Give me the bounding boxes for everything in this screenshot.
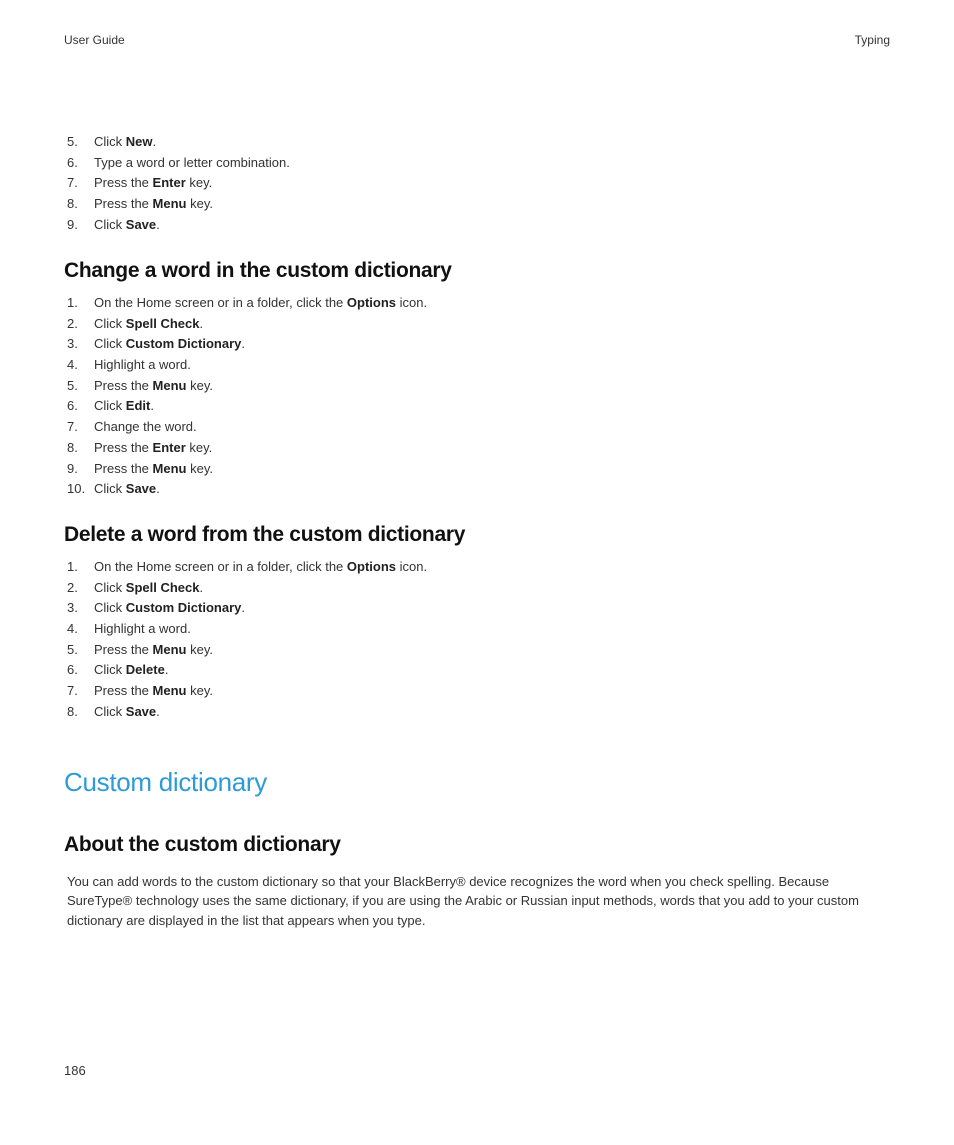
step-text-trail: icon.: [396, 295, 428, 310]
step-text: [94, 376, 213, 397]
step-number: 7.: [67, 175, 78, 191]
running-header-chapter: Typing: [854, 33, 890, 47]
step-text: [94, 417, 197, 438]
step-text: [94, 660, 168, 681]
step-text: [94, 459, 213, 480]
list-item: [64, 557, 884, 578]
step-text-lead: Click: [94, 579, 126, 595]
step-text: [94, 293, 427, 314]
step-number: 5.: [67, 641, 78, 657]
step-text: [94, 578, 203, 599]
step-number: 6.: [67, 154, 78, 170]
list-item: [64, 660, 884, 681]
ui-element-name: Enter: [152, 439, 186, 455]
step-text: [94, 334, 245, 355]
list-item: [64, 479, 884, 500]
list-item: [64, 396, 884, 417]
step-text-trail: .: [199, 579, 204, 595]
step-text-lead: Type a word or letter combination.: [94, 154, 290, 170]
ui-element-name: Spell Check: [125, 315, 200, 331]
section-heading-about: About the custom dictionary: [64, 833, 341, 856]
step-text: [94, 215, 160, 236]
step-text: [94, 355, 191, 376]
step-text-lead: On the Home screen or in a folder, click the: [94, 559, 347, 574]
step-number: 4.: [67, 621, 78, 637]
step-text-trail: key.: [186, 460, 213, 476]
ui-element-name: Options: [346, 559, 397, 574]
list-item: [64, 702, 884, 723]
step-text-trail: .: [199, 315, 204, 331]
step-text-trail: .: [241, 600, 245, 616]
ui-element-name: Options: [346, 295, 397, 310]
step-text: [94, 619, 191, 640]
step-text: [94, 396, 154, 417]
step-number: 3.: [67, 336, 78, 352]
step-number: 2.: [67, 315, 78, 331]
step-text-lead: Click: [94, 662, 126, 678]
about-paragraph: You can add words to the custom dictionary so that your BlackBerry® device recognizes the word when you check spelling. Because SureType® technology uses the same dictionary, if you are using the Arabic or Russian input methods, words that you add to your custom dictionary are displayed in the list that appears when you type.: [67, 874, 859, 928]
step-text-lead: Click: [94, 315, 126, 331]
step-text: [94, 598, 245, 619]
step-number: 8.: [67, 703, 78, 719]
step-number: 5.: [67, 377, 78, 393]
continued-steps-list: [64, 132, 884, 235]
step-text-trail: .: [150, 398, 154, 414]
ui-element-name: Menu: [152, 196, 187, 212]
ui-element-name: Custom Dictionary: [125, 600, 242, 616]
step-number: 8.: [67, 439, 78, 455]
step-number: 7.: [67, 683, 78, 699]
list-item: [64, 417, 884, 438]
step-text-trail: .: [156, 216, 160, 232]
list-item: [64, 215, 884, 236]
step-text-trail: key.: [185, 175, 213, 191]
step-text: [94, 640, 213, 661]
step-text-trail: .: [241, 336, 245, 352]
list-item: [64, 173, 884, 194]
list-item: [64, 619, 884, 640]
step-text-lead: Press the: [94, 439, 153, 455]
step-number: 6.: [67, 398, 78, 414]
step-text-lead: Click: [94, 703, 126, 719]
step-number: 3.: [67, 600, 78, 616]
step-text: [94, 681, 213, 702]
step-number: 6.: [67, 662, 78, 678]
step-text-lead: Click: [94, 336, 126, 352]
step-number: 9.: [67, 216, 78, 232]
step-text: [94, 438, 212, 459]
ui-element-name: New: [125, 134, 153, 149]
step-text-lead: Highlight a word.: [94, 621, 191, 637]
step-text: [94, 132, 156, 153]
section-heading-change-word: Change a word in the custom dictionary: [64, 259, 452, 282]
step-text-trail: .: [164, 662, 169, 678]
step-text: [94, 173, 212, 194]
ui-element-name: Delete: [125, 662, 165, 678]
step-text-trail: key.: [186, 683, 213, 699]
list-item: [64, 681, 884, 702]
step-text-lead: Click: [94, 481, 126, 497]
step-text-trail: .: [156, 481, 160, 497]
step-number: 10.: [67, 481, 86, 497]
ui-element-name: Menu: [152, 683, 187, 699]
step-number: 5.: [67, 134, 78, 149]
change-word-steps-list: [64, 293, 884, 500]
step-text-trail: .: [156, 703, 160, 719]
step-number: 1.: [67, 295, 78, 310]
ui-element-name: Menu: [152, 641, 187, 657]
list-item: [64, 459, 884, 480]
step-text-trail: key.: [186, 377, 213, 393]
ui-element-name: Custom Dictionary: [125, 336, 242, 352]
list-item: [64, 293, 884, 314]
list-item: [64, 132, 884, 153]
list-item: [64, 334, 884, 355]
step-text-trail: key.: [185, 439, 213, 455]
step-text: [94, 153, 290, 174]
step-number: 8.: [67, 196, 78, 212]
list-item: [64, 598, 884, 619]
step-text-trail: key.: [186, 641, 213, 657]
step-text: [94, 194, 213, 215]
step-text: [94, 702, 160, 723]
list-item: [64, 314, 884, 335]
step-text-lead: Press the: [94, 196, 153, 212]
step-text: [94, 557, 427, 578]
delete-word-steps-list: [64, 557, 884, 723]
section-heading-delete-word: Delete a word from the custom dictionary: [64, 523, 466, 546]
list-item: [64, 578, 884, 599]
ui-element-name: Edit: [125, 398, 151, 414]
step-text-lead: Press the: [94, 641, 153, 657]
step-text-trail: icon.: [396, 559, 428, 574]
list-item: [64, 355, 884, 376]
step-text-lead: Click: [94, 134, 126, 149]
ui-element-name: Save: [125, 481, 157, 497]
chapter-title: Custom dictionary: [64, 767, 267, 797]
step-text-lead: On the Home screen or in a folder, click the: [94, 295, 347, 310]
step-number: 4.: [67, 357, 78, 373]
step-text-lead: Highlight a word.: [94, 357, 191, 373]
ui-element-name: Menu: [152, 377, 187, 393]
list-item: [64, 194, 884, 215]
step-text-lead: Press the: [94, 683, 153, 699]
ui-element-name: Menu: [152, 460, 187, 476]
page-number: 186: [64, 1063, 86, 1078]
step-text: [94, 479, 160, 500]
running-header-guide-title: User Guide: [64, 33, 125, 47]
step-text-trail: .: [152, 134, 157, 149]
step-number: 9.: [67, 460, 78, 476]
ui-element-name: Save: [125, 216, 157, 232]
list-item: [64, 376, 884, 397]
ui-element-name: Spell Check: [125, 579, 200, 595]
step-text-lead: Click: [94, 398, 126, 414]
step-text-lead: Click: [94, 216, 126, 232]
ui-element-name: Save: [125, 703, 157, 719]
step-text-lead: Press the: [94, 460, 153, 476]
ui-element-name: Enter: [152, 175, 186, 191]
step-text-lead: Press the: [94, 377, 153, 393]
step-text-lead: Click: [94, 600, 126, 616]
step-text-trail: key.: [186, 196, 213, 212]
list-item: [64, 153, 884, 174]
step-text-lead: Change the word.: [94, 419, 197, 435]
list-item: [64, 640, 884, 661]
list-item: [64, 438, 884, 459]
step-number: 2.: [67, 579, 78, 595]
step-number: 1.: [67, 559, 78, 574]
step-text: [94, 314, 203, 335]
step-text-lead: Press the: [94, 175, 153, 191]
step-number: 7.: [67, 419, 78, 435]
